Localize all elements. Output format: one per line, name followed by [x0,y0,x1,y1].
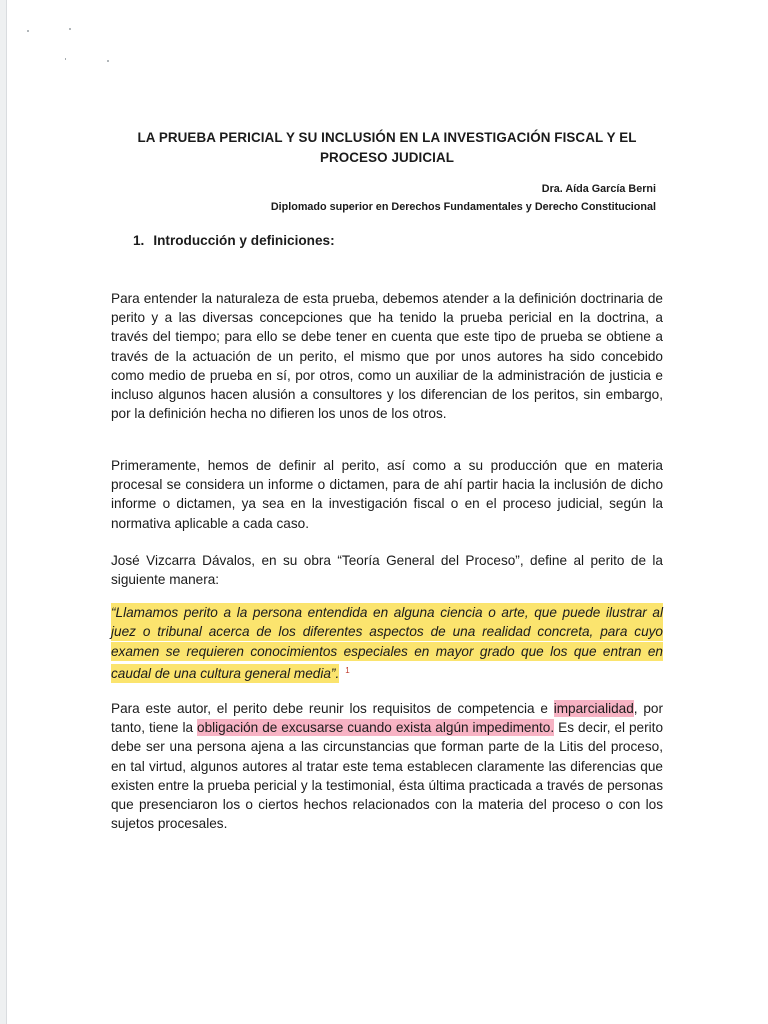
scan-speck [65,58,66,60]
document-title: LA PRUEBA PERICIAL Y SU INCLUSIÓN EN LA INVESTIGACIÓN FISCAL Y EL PROCESO JUDICIAL [137,130,637,165]
section-number: 1. [133,233,145,248]
scan-speck [107,60,109,62]
document-page [6,0,768,1024]
footnote-marker: 1 [345,665,350,675]
paragraph-4-text: Es decir, el perito debe ser una persona ajena a las circunstancias que forman parte de la Litis del proceso, en tal virtud, algunos autores al tratar este tema establecen claramente las diferencias que existen entre la prueba pericial y la testimonial, ésta última practicada a través de personas que presenciaron los o ciertos hechos relacionados con la materia del proceso o con los sujetos procesales. [111,720,664,832]
highlight-imparcialidad: imparcialidad [553,701,634,716]
author-block [271,180,656,216]
block-quote [111,603,663,684]
section-title: Introducción y definiciones: [153,233,335,248]
paragraph-1: Para entender la naturaleza de esta prueba, debemos atender a la definición doctrinaria de perito y a las diversas concepciones que ha tenido la prueba pericial en la doctrina, a través del tiempo; para ello se debe tener en cuenta que este tipo de prueba se obtiene a través de la actuación de un perito, el mismo que por unos autores ha sido concebido como medio de prueba en sí, por otros, como un auxiliar de la administración de justicia e incluso algunos hacen alusión a consultores y los diferencian de los peritos, sin embargo, por la definición hecha no difieren los unos de los otros. [111,291,663,422]
scan-speck [27,30,29,32]
paragraph-4-text: , por tanto, tiene la [111,701,664,736]
paragraph-2: Primeramente, hemos de definir al perito, así como a su producción que en materia procesal se considera un informe o dictamen, para de ahí partir hacia la inclusión de dicho informe o dictamen, ya sea en la investigación fiscal o en el proceso judicial, según la normativa aplicable a cada caso. [111,458,663,531]
highlight-obligacion: obligación de excusarse cuando exista algún impedimento. [197,720,555,736]
quote-highlight: “Llamamos perito a la persona entendida en alguna ciencia o arte, que puede ilustrar al juez o tribunal acerca de los diferentes aspectos de una realidad concreta, para cuyo examen se requieren conocimientos especiales en mayor grado que los que entran en caudal de una cultura general media”. [111,605,663,682]
paragraph-4-text: Para este autor, el perito debe reunir los requisitos de competencia e [111,701,554,716]
section-heading [133,231,335,251]
author-name: Dra. Aída García Berni [541,183,656,195]
author-affiliation: Diplomado superior en Derechos Fundamentales y Derecho Constitucional [270,201,656,213]
scan-speck [69,28,71,30]
paragraph-4 [111,699,663,833]
paragraph-3: José Vizcarra Dávalos, en su obra “Teoría General del Proceso”, define al perito de la siguiente manera: [111,553,663,588]
